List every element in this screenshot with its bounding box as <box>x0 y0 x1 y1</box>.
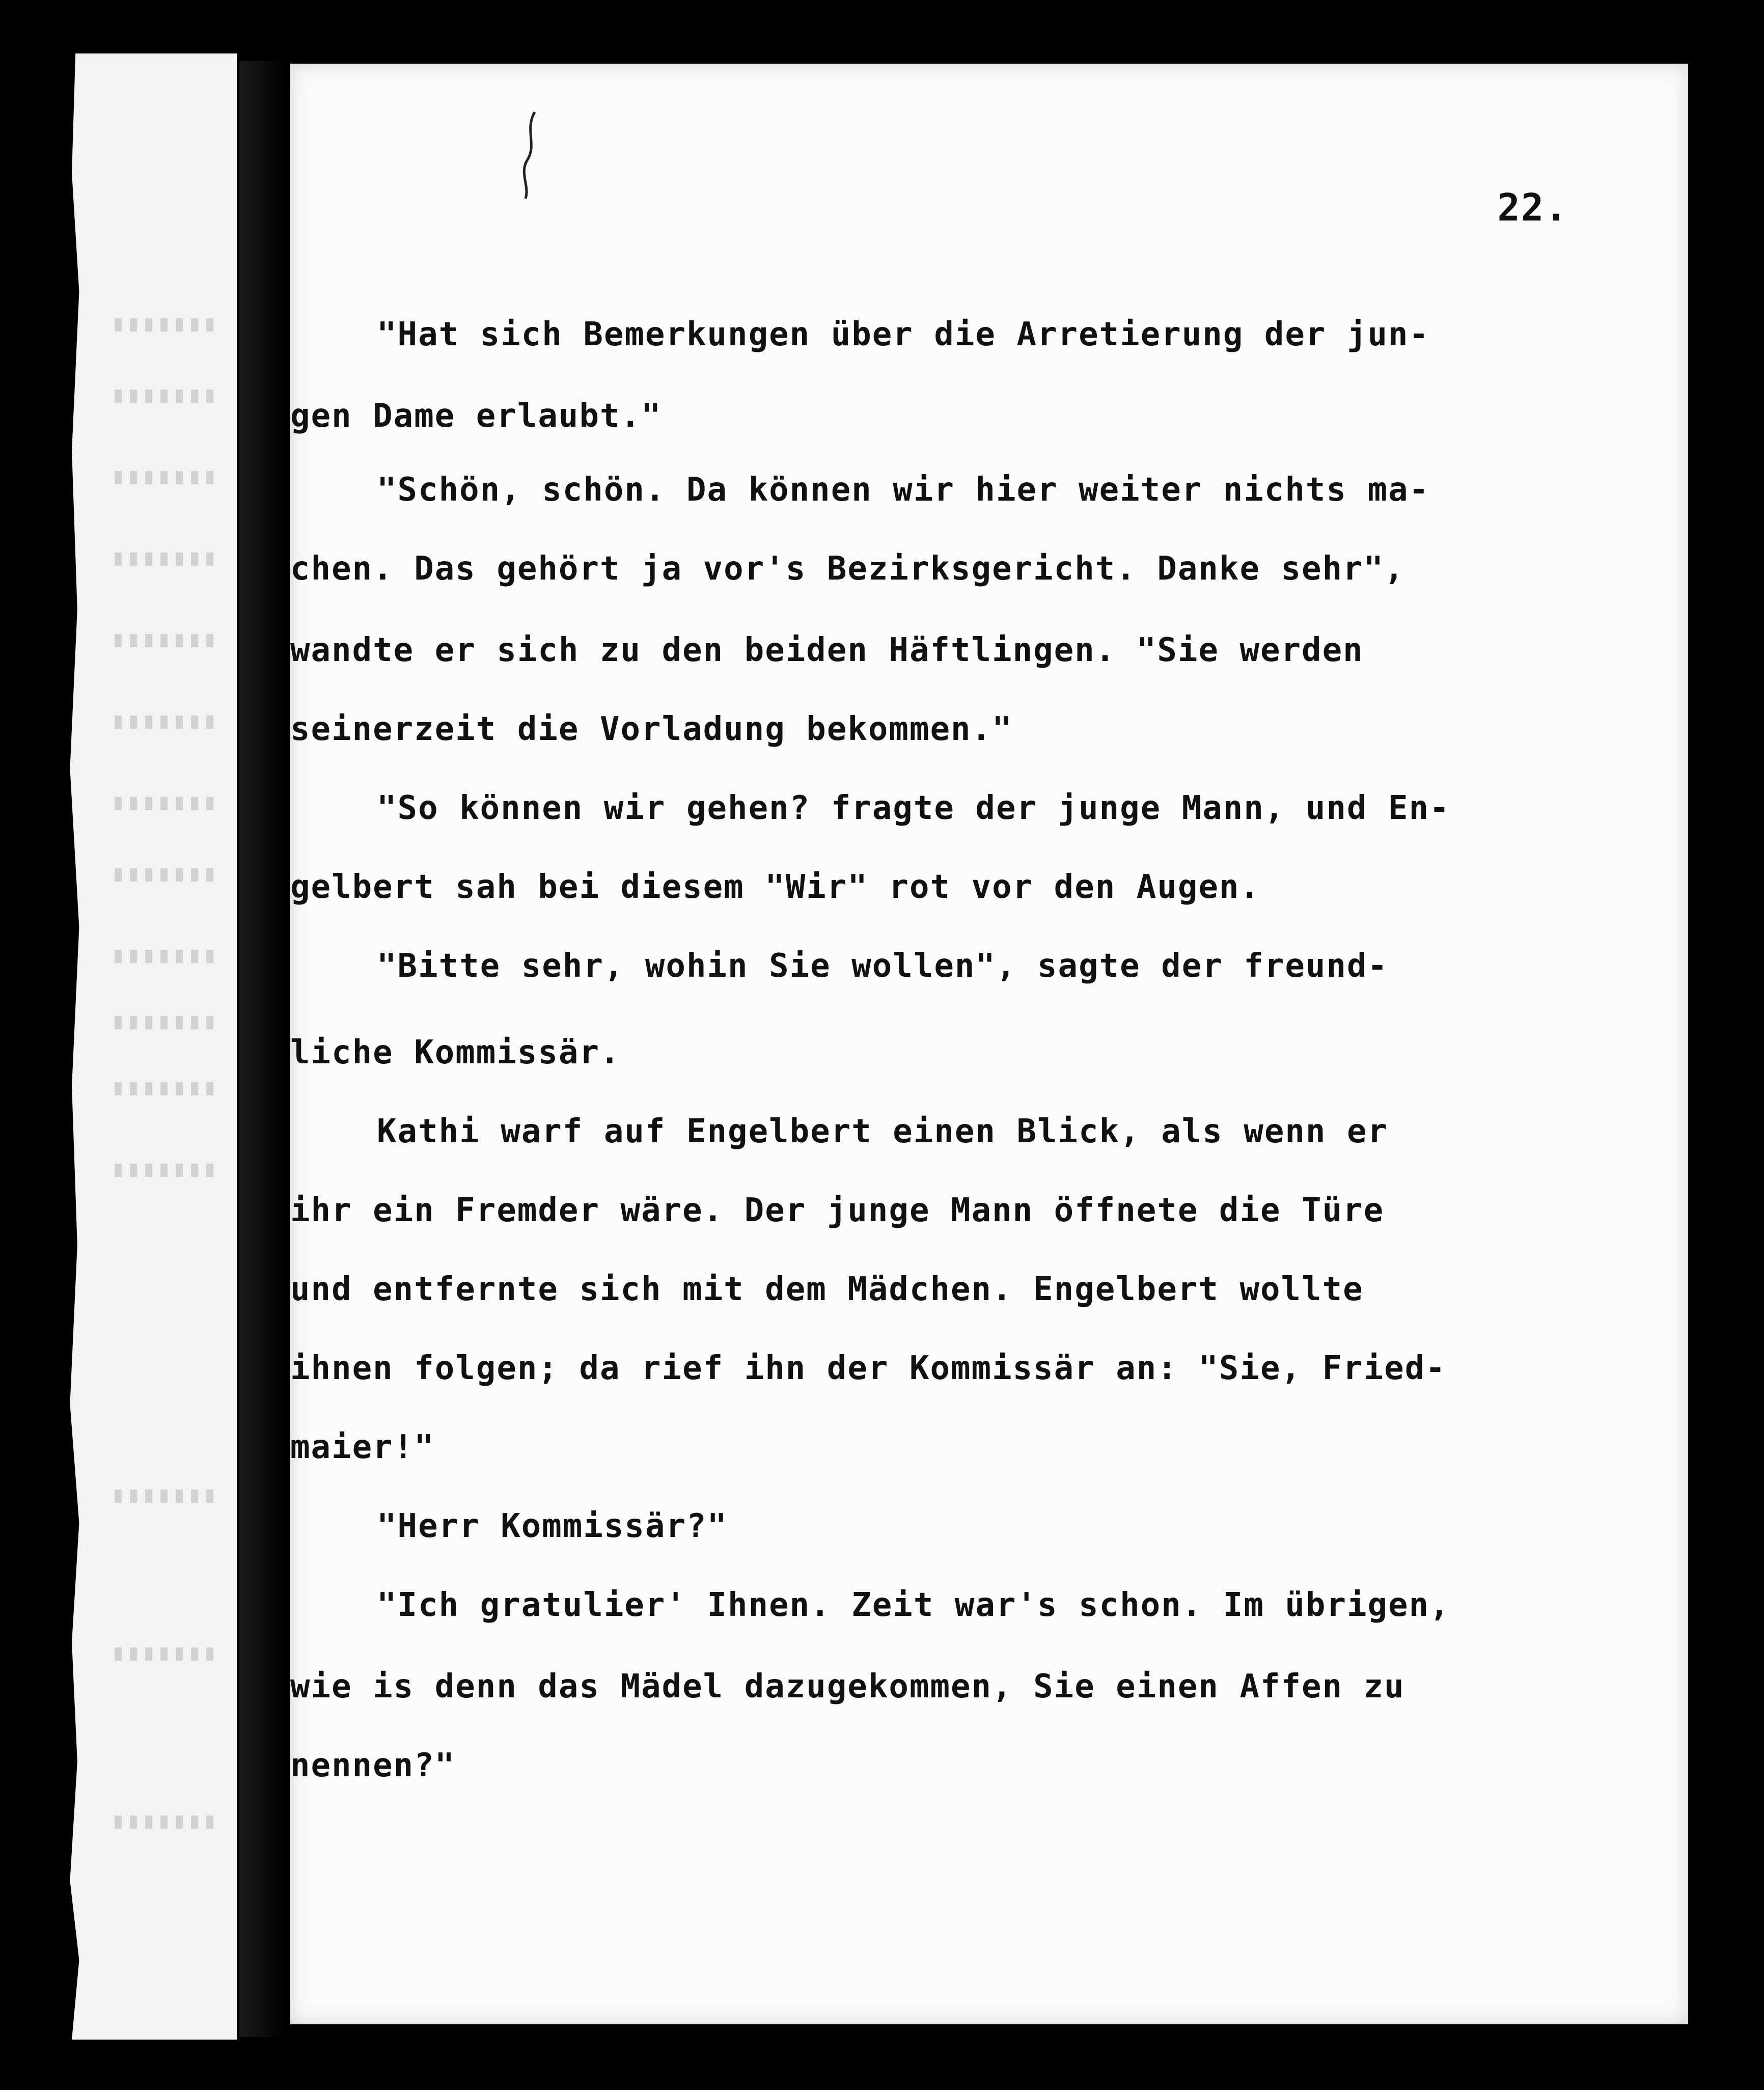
bleed-through-text <box>115 634 216 647</box>
typed-page <box>290 64 1688 2024</box>
bleed-through-text <box>115 1490 216 1503</box>
text-line: "Hat sich Bemerkungen über die Arretierung der jun- <box>377 316 1430 353</box>
text-line: "Bitte sehr, wohin Sie wollen", sagte der freund- <box>377 947 1389 985</box>
text-line: maier!" <box>290 1428 435 1466</box>
bleed-through-text <box>115 868 216 882</box>
text-line: "Schön, schön. Da können wir hier weiter nichts ma- <box>377 471 1430 509</box>
bleed-through-text <box>115 471 216 484</box>
text-line: ihr ein Fremder wäre. Der junge Mann öffnete die Türe <box>290 1192 1385 1229</box>
text-line: liche Kommissär. <box>290 1034 621 1071</box>
bleed-through-text <box>115 318 216 332</box>
bleed-through-text <box>115 1647 216 1661</box>
text-line: wie is denn das Mädel dazugekommen, Sie einen Affen zu <box>290 1668 1405 1706</box>
text-line: und entfernte sich mit dem Mädchen. Engelbert wollte <box>290 1271 1364 1308</box>
text-line: gelbert sah bei diesem "Wir" rot vor den Augen. <box>290 868 1260 906</box>
text-line: seinerzeit die Vorladung bekommen." <box>290 710 1013 748</box>
bleed-through-text <box>115 553 216 566</box>
text-line: "So können wir gehen? fragte der junge Mann, und En- <box>377 789 1450 827</box>
bleed-through-text <box>115 1082 216 1095</box>
text-line: wandte er sich zu den beiden Häftlingen. "Sie werden <box>290 631 1364 669</box>
bleed-through-text <box>115 1016 216 1029</box>
bleed-through-text <box>115 390 216 403</box>
bleed-through-text <box>115 1816 216 1829</box>
text-line: "Ich gratulier' Ihnen. Zeit war's schon. Im übrigen, <box>377 1586 1450 1624</box>
text-line: gen Dame erlaubt." <box>290 397 662 435</box>
text-line: nennen?" <box>290 1747 456 1784</box>
text-line: chen. Das gehört ja vor's Bezirksgericht. Danke sehr", <box>290 550 1405 588</box>
text-line: ihnen folgen; da rief ihn der Kommissär an: "Sie, Fried- <box>290 1350 1446 1387</box>
previous-page-edge <box>53 53 237 2040</box>
bleed-through-text <box>115 716 216 729</box>
book-gutter <box>239 61 288 2037</box>
page-number: 22. <box>1497 186 1568 230</box>
bleed-through-text <box>115 797 216 810</box>
text-line: "Herr Kommissär?" <box>377 1507 728 1545</box>
text-line: Kathi warf auf Engelbert einen Blick, als wenn er <box>377 1113 1389 1150</box>
typewritten-text <box>290 64 1688 2024</box>
bleed-through-text <box>115 950 216 963</box>
bleed-through-text <box>115 1164 216 1177</box>
